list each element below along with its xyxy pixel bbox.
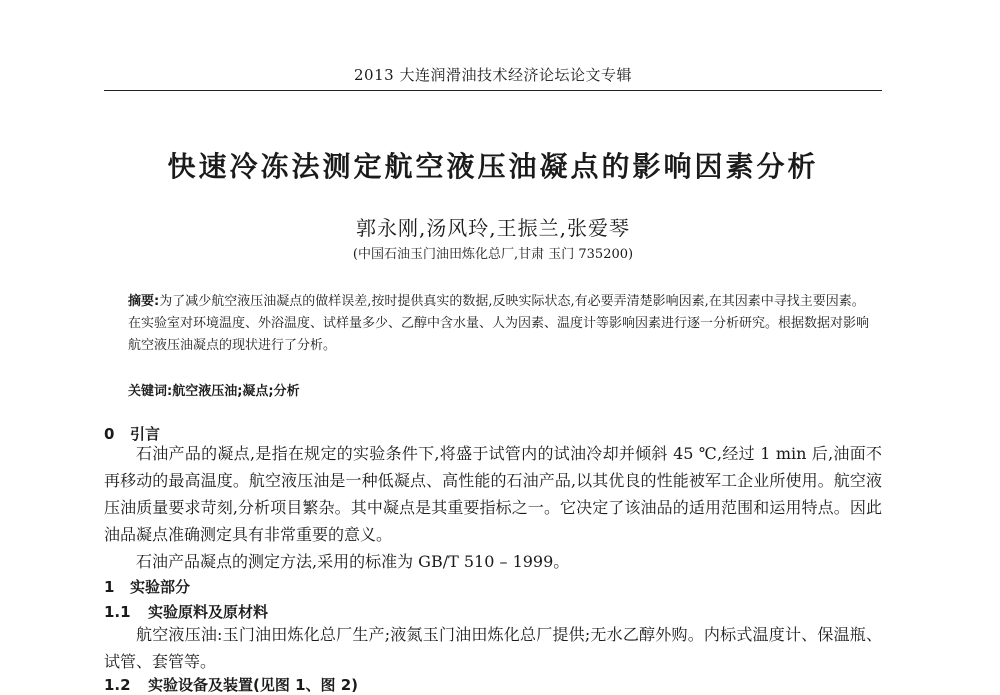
- keywords-text: 航空液压油;凝点;分析: [172, 384, 300, 399]
- subsection-heading-materials: [104, 601, 268, 622]
- section-number: 1.2: [104, 676, 131, 694]
- section-title: 引言: [130, 425, 161, 443]
- intro-body: [104, 440, 882, 575]
- section-number: 0: [104, 425, 115, 443]
- paragraph: 石油产品凝点的测定方法,采用的标准为 GB/T 510 – 1999。: [136, 552, 570, 571]
- header-rule: [104, 90, 882, 91]
- abstract: [128, 291, 876, 357]
- paragraph: 石油产品的凝点,是指在规定的实验条件下,将盛于试管内的试油冷却并倾斜 45 ℃,经过 1 min 后,油面不再移动的最高温度。航空液压油是一种低凝点、高性能的石油产品,以其优良的性能被军工企业所使用。航空液压油质量要求苛刻,分析项目繁杂。其中凝点是其重要指标之一。它决定了该油品的适用范围和运用特点。因此油品凝点准确测定具有非常重要的意义。: [104, 444, 882, 544]
- authors: 郭永刚,汤风玲,王振兰,张爱琴: [355, 216, 631, 240]
- keywords-label: 关键词:: [128, 384, 173, 399]
- section-number: 1: [104, 578, 115, 596]
- section-heading-experiment: [104, 576, 190, 597]
- section-title: 实验部分: [130, 578, 191, 596]
- abstract-label: 摘要:: [128, 294, 160, 309]
- subsection-heading-equipment: [104, 674, 358, 695]
- paper-title: 快速冷冻法测定航空液压油凝点的影响因素分析: [167, 150, 819, 183]
- affiliation: (中国石油玉门油田炼化总厂,甘肃 玉门 735200): [352, 247, 634, 262]
- running-header: 2013 大连润滑油技术经济论坛论文专辑: [354, 66, 632, 84]
- keywords: [128, 380, 876, 399]
- section-title: 实验原料及原材料: [148, 603, 269, 621]
- paragraph: 航空液压油:玉门油田炼化总厂生产;液氮玉门油田炼化总厂提供;无水乙醇外购。内标式温度计、保温瓶、试管、套管等。: [104, 625, 882, 671]
- materials-body: [104, 621, 882, 675]
- abstract-text: 为了减少航空液压油凝点的做样误差,按时提供真实的数据,反映实际状态,有必要弄清楚影响因素,在其因素中寻找主要因素。在实验室对环境温度、外浴温度、试样量多少、乙醇中含水量、人为因素、温度计等影响因素进行逐一分析研究。根据数据对影响航空液压油凝点的现状进行了分析。: [128, 294, 870, 353]
- section-title: 实验设备及装置(见图 1、图 2): [148, 676, 359, 694]
- section-number: 1.1: [104, 603, 131, 621]
